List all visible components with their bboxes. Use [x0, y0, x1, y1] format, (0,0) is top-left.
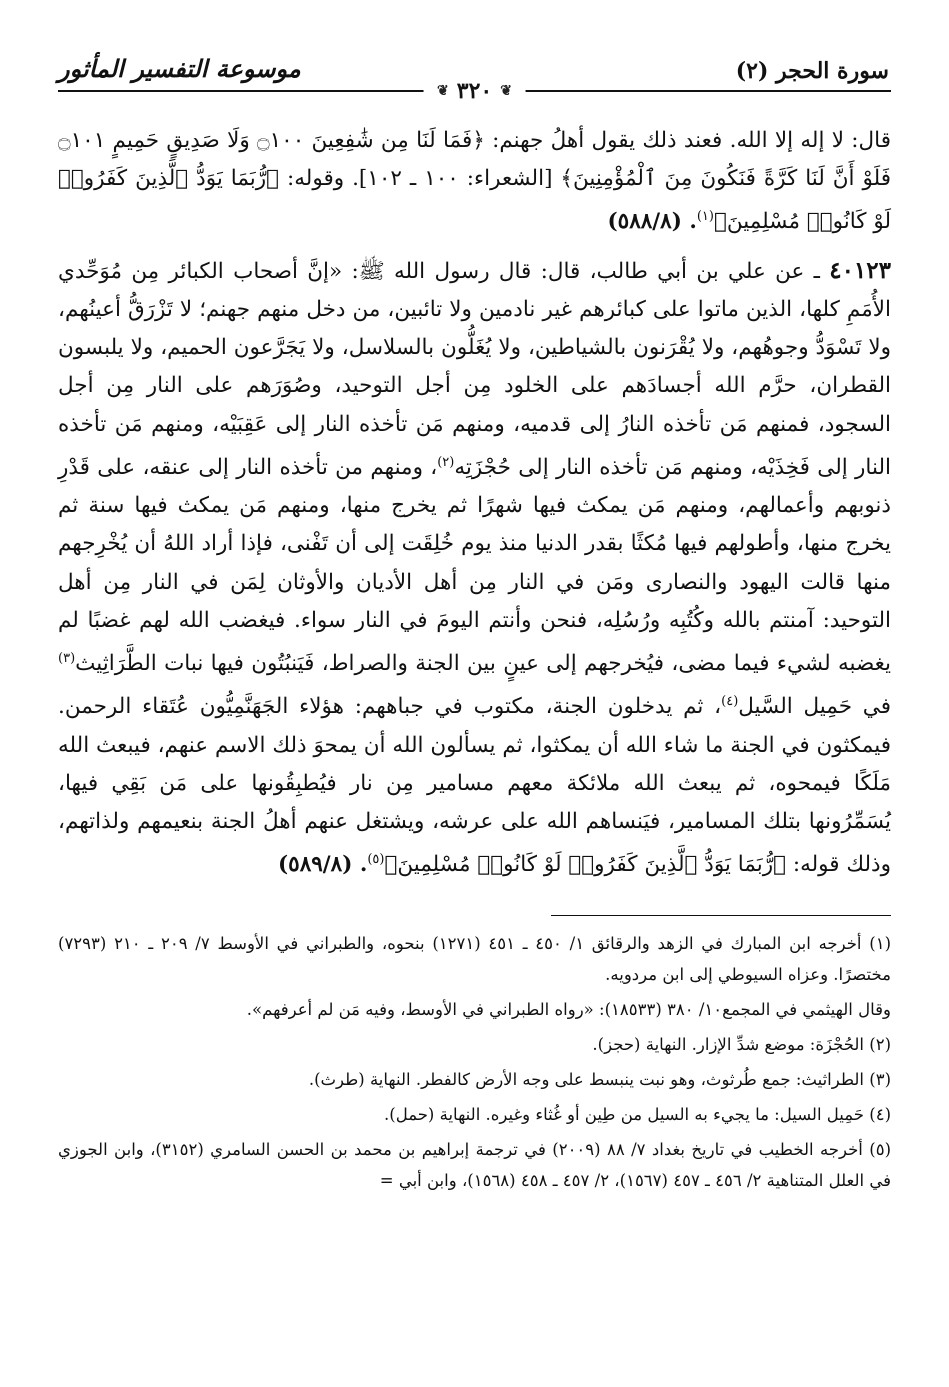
footnote: (٣) الطراثيث: جمع طُرثوث، وهو نبت ينبسط على وجه الأرض كالفطر. النهاية (طرث). [308, 1069, 891, 1089]
main-text [58, 122, 891, 885]
footnote-marker[interactable]: (٣) [58, 650, 76, 666]
paragraph [58, 122, 891, 242]
footnotes [58, 928, 891, 1196]
page-number: ٣٢٠ [456, 78, 493, 104]
footnote: (٥) أخرجه الخطيب في تاريخ بغداد ٧/ ٨٨ (٢٠٠٩) في ترجمة إبراهيم بن محمد بن الحسن السامري (٣١٥٢)، وابن الجوزي في العلل المتناهية ٢/ ٤٥٦ ـ ٤٥٧ (١٥٦٧)، ٢/ ٤٥٧ ـ ٤٥٨ (١٥٦٨)، وابن أبي = [58, 1139, 891, 1190]
surah-title: سورة الحجر (٢) [735, 58, 889, 84]
footnote: (١) أخرجه ابن المبارك في الزهد والرقائق ١/ ٤٥٠ ـ ٤٥١ (١٢٧١) بنحوه، والطبراني في الأوسط ٧/ ٢٠٩ ـ ٢١٠ (٧٢٩٣) مختصرًا. وعزاه السيوطي إلى ابن مردويه. [58, 933, 891, 984]
footnote: وقال الهيثمي في المجمع١٠/ ٣٨٠ (١٨٥٣٣): «رواه الطبراني في الأوسط، وفيه مَن لم أعرفهم». [246, 999, 891, 1019]
paragraph-text: ـ عن علي بن أبي طالب، قال: قال رسول الله ﷺ: «إنَّ أصحاب الكبائر مِن مُوَحِّدي الأُمَمِ كلها، الذين ماتوا على كبائرهم غير نادمين ولا تائبين، من دخل منهم جهنم؛ لا تَزْرَقُّ أعينُهم، ولا تَسْوَدُّ وجوهُهم، ولا يُقْرَنون بالشياطين، ولا يُغَلُّون بالسلاسل، ولا يَجَرَّعون الحميم، ولا يلبسون القطران، حرَّم الله أجسادَهم على الخلود مِن أجل التوحيد، وصُوَرَهم على النار مِن أجل السجود، فمنهم مَن تأخذه النارُ إلى قدميه، ومنهم مَن تأخذه النار إلى عَقِبَيْه، ومنهم مَن تأخذه النار إلى فَخِذَيْه، ومنهم مَن تأخذه النار إلى حُجْزَتِه [58, 258, 891, 480]
footnote: (٤) حَمِيل السيل: ما يجيء به السيل من طِين أو غُثاء وغيره. النهاية (حمل). [384, 1104, 891, 1124]
ornament-icon: ❦ [437, 83, 449, 99]
ornament-icon: ❦ [500, 83, 512, 99]
paragraph-text: قال: لا إله إلا الله. فعند ذلك يقول أهلُ جهنم: ﴿فَمَا لَنَا مِن شَٰفِعِينَ ۝١٠٠ وَلَا صَدِيقٍ حَمِيمٍ ۝١٠١ فَلَوْ أَنَّ لَنَا كَرَّةً فَنَكُونَ مِنَ ٱلْمُؤْمِنِينَ﴾ [الشعراء: ١٠٠ ـ ١٠٢]. وقوله: ﴿رُّبَمَا يَوَدُّ ٱلَّذِينَ كَفَرُوا۟ لَوْ كَانُوا۟ مُسْلِمِينَ﴾ [58, 128, 891, 235]
paragraph-text: ، ثم يدخلون الجنة، مكتوب في جباههم: هؤلاء الجَهَنَّمِيُّون عُتَقاء الرحمن. فيمكثون في الجنة ما شاء الله أن يمكثوا، ثم يسألون الله أن يمحوَ ذلك الاسم عنهم، فيبعث الله مَلَكًا فيمحوه، ثم يبعث الله ملائكة معهم مسامير مِن نار فيُطبِقُونها على مَن بَقِي فيها، يُسَمِّرُونها بتلك المسامير، فيَنساهم الله على عرشه، ويشتغل عنهم أهلُ الجنة بنعيمهم ولذاتهم، وذلك قوله: ﴿رُّبَمَا يَوَدُّ ٱلَّذِينَ كَفَرُوا۟ لَوْ كَانُوا۟ مُسْلِمِينَ﴾ [58, 694, 891, 878]
book-page [58, 40, 891, 1196]
footnote: (٢) الحُجْزَة: موضع شدِّ الإزار. النهاية (حجز). [592, 1034, 891, 1054]
paragraph-text: ، ومنهم من تأخذه النار إلى عنقه، على قَدْرِ ذنوبهم وأعمالهم، ومنهم مَن يمكث فيها شهرًا ثم يخرج منها، ومنهم مَن يمكث فيها سنة ثم يخرج منها، وأطولهم فيها مُكثًا بقدر الدنيا منذ يوم خُلِقَت إلى أن تَفْنى، فإذا أراد اللهُ أن يُخْرِجهم منها قالت اليهود والنصارى ومَن في النار مِن أهل الأديان والأوثان لِمَن في النار مِن أهل التوحيد: آمنتم بالله وكُتُبِه ورُسُلِه، فنحن وأنتم اليومَ في النار سواء. فيغضب الله لهم غضبًا لم يغضبه لشيء فيما مضى، فيُخرجهم إلى عينٍ بين الجنة والصراط، فَيَنبُتُون فيها نبات الطَّرَاثِيث [58, 454, 891, 677]
paragraph-text: في حَمِيل السَّيل [738, 694, 891, 720]
book-title: موسوعة التفسير المأثور [58, 54, 301, 83]
footnote-marker[interactable]: (٥) [367, 852, 385, 868]
narration-number: ٤٠١٢٣ [829, 256, 891, 284]
footnote-divider [551, 915, 891, 916]
page-number-box [423, 78, 526, 104]
footnote-marker[interactable]: (١) [696, 209, 714, 225]
footnote-marker[interactable]: (٤) [721, 694, 739, 710]
footnote-marker[interactable]: (٢) [437, 454, 455, 470]
paragraph [58, 252, 891, 885]
page-header [58, 40, 891, 104]
volume-page-reference: . (٥٨٩/٨) [277, 852, 368, 878]
volume-page-reference: . (٥٨٨/٨) [607, 209, 697, 235]
